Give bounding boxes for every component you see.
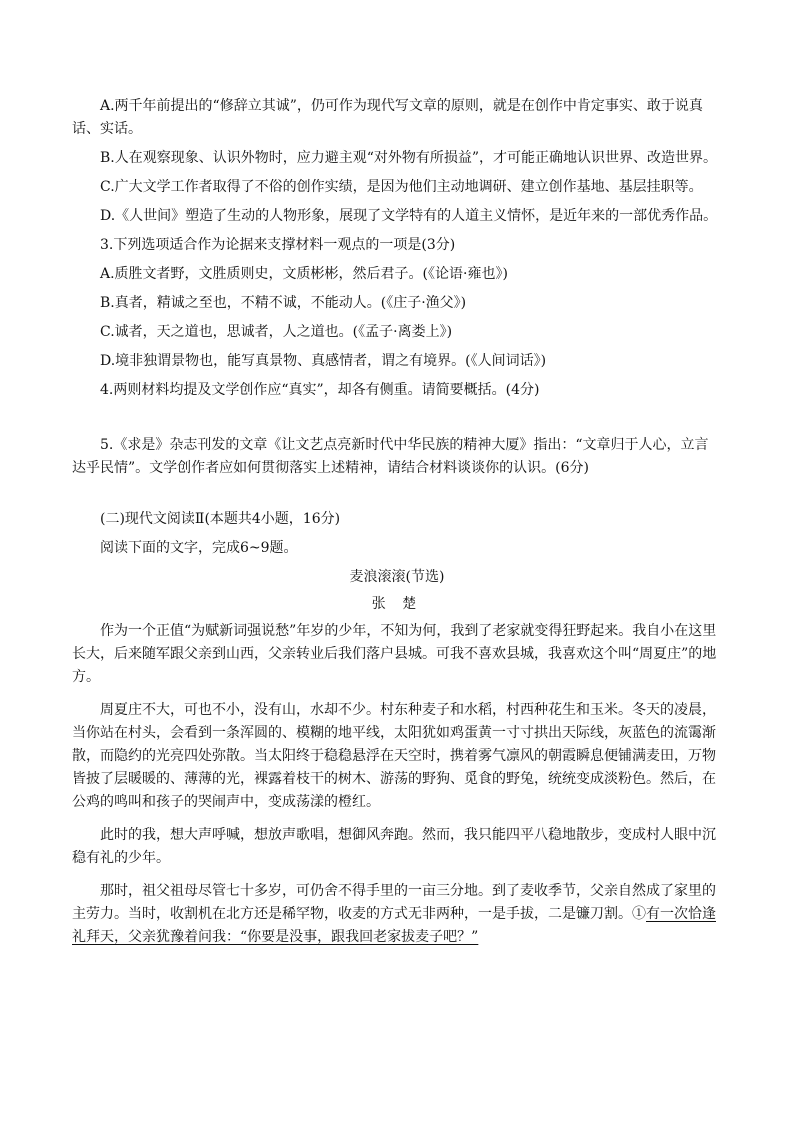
q2-option-b: B.人在观察现象、认识外物时，应力避主观“对外物有所损益”，才可能正确地认识世界、改造世界。 — [100, 150, 718, 166]
q2-option-c: C.广大文学工作者取得了不俗的创作实绩，是因为他们主动地调研、建立创作基地、基层挂职等。 — [100, 179, 703, 195]
q4-stem: 4.两则材料均提及文学创作应“真实”，却各有侧重。请简要概括。(4分) — [100, 382, 540, 398]
q3-stem: 3.下列选项适合作为论据来支撑材料一观点的一项是(3分) — [100, 237, 456, 253]
q3-option-b: B.真者，精诚之至也，不精不诚，不能动人。(《庄子·渔父》) — [100, 295, 467, 311]
section-heading: (二)现代文阅读Ⅱ(本题共4小题，16分) — [100, 511, 341, 527]
answer-space — [72, 408, 722, 434]
passage-paragraph: 作为一个正值“为赋新词强说愁”年岁的少年，不知为何，我到了老家就变得狂野起来。我自小在这里长大，后来随军跟父亲到山西，父亲转业后我们落户县城。可我不喜欢县城，我喜欢这个叫“周夏庄”的地方。 — [72, 623, 717, 685]
answer-space — [72, 486, 722, 508]
paragraph-text: 那时，祖父祖母尽管七十多岁，可仍舍不得手里的一亩三分地。到了麦收季节，父亲自然成了家里的主劳力。当时，收割机在北方还是稀罕物，收麦的方式无非两种，一是手拔，二是镰刀割。① — [72, 883, 716, 922]
q2-option-a: A.两千年前提出的“修辞立其诚”，仍可作为现代写文章的原则，就是在创作中肯定事实、敢于说真话、实话。 — [72, 98, 703, 137]
q3-option-d: D.境非独谓景物也，能写真景物、真感情者，谓之有境界。(《人间词话》) — [100, 353, 547, 369]
passage-title: 麦浪滚滚(节选) — [349, 569, 445, 585]
passage-author: 张 楚 — [371, 596, 423, 612]
q3-option-a: A.质胜文者野，文胜质则史，文质彬彬，然后君子。(《论语·雍也》) — [100, 266, 508, 282]
passage-paragraph: 周夏庄不大，可也不小，没有山，水却不少。村东种麦子和水稻，村西种花生和玉米。冬天的凌晨，当你站在村头，会看到一条浑圆的、模糊的地平线，太阳犹如鸡蛋黄一寸寸拱出天际线，灰蓝色的流霭渐散，而隐约的光亮四处弥散。当太阳终于稳稳悬浮在天空时，携着雾气凛风的朝霞瞬息便铺满麦田，万物皆披了层暖暖的、薄薄的光，裸露着枝干的树木、游荡的野狗、觅食的野兔，统统变成淡粉色。然后，在公鸡的鸣叫和孩子的哭闹声中，变成荡漾的橙红。 — [72, 702, 716, 810]
q2-option-d: D.《人世间》塑造了生动的人物形象，展现了文学特有的人道主义情怀，是近年来的一部优秀作品。 — [100, 208, 718, 224]
q5-stem: 5.《求是》杂志刊发的文章《让文艺点亮新时代中华民族的精神大厦》指出：“文章归于人心，立言达乎民情”。文学创作者应如何贯彻落实上述精神，请结合材料谈谈你的认识。(6分) — [72, 437, 709, 476]
section-instruction: 阅读下面的文字，完成6~9题。 — [100, 540, 298, 556]
passage-paragraph — [72, 880, 722, 949]
q3-option-c: C.诚者，天之道也，思诚者，人之道也。(《孟子·离娄上》) — [100, 324, 453, 340]
passage-paragraph: 此时的我，想大声呼喊，想放声歌唱，想御风奔跑。然而，我只能四平八稳地散步，变成村人眼中沉稳有礼的少年。 — [72, 827, 716, 866]
underlined-sentence: 有一次恰逢礼拜天，父亲犹豫着问我：“你要是没事，跟我回老家拔麦子吧？” — [72, 906, 716, 945]
